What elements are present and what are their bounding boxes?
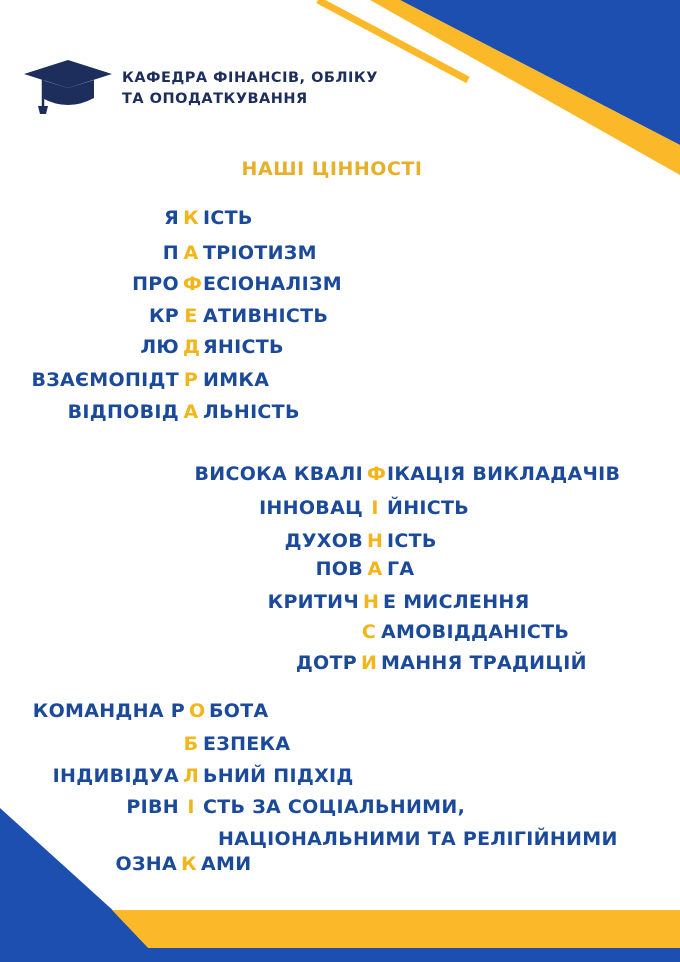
value-key-letter: Д xyxy=(183,336,201,358)
value-prefix: ПОВ xyxy=(315,558,363,580)
value-prefix: ВИСОКА КВАЛІ xyxy=(194,463,363,485)
value-key-letter: И xyxy=(361,652,378,674)
value-row xyxy=(126,794,466,820)
bottom-blue-strip xyxy=(0,948,680,962)
value-prefix: П xyxy=(162,242,179,264)
value-prefix: ДОТР xyxy=(295,652,357,674)
value-row xyxy=(361,619,570,645)
value-prefix: ІННОВАЦ xyxy=(259,497,363,519)
value-key-letter: Ф xyxy=(183,273,203,295)
value-prefix: КОМАНДНА Р xyxy=(32,700,185,722)
value-suffix: ІКАЦІЯ ВИКЛАДАЧІВ xyxy=(387,463,621,485)
value-suffix: ЙНІСТЬ xyxy=(387,497,470,519)
value-row xyxy=(284,528,437,554)
value-key-letter: І xyxy=(187,796,195,818)
value-row xyxy=(295,650,587,676)
value-row xyxy=(194,461,621,487)
graduation-cap-icon xyxy=(22,58,114,120)
header xyxy=(22,58,378,120)
value-prefix: ПРО xyxy=(132,273,179,295)
value-prefix: ЛЮ xyxy=(140,336,179,358)
value-key-letter: Р xyxy=(183,369,199,391)
value-prefix: ВЗАЄМОПІДТ xyxy=(31,369,179,391)
value-suffix: ЕСІОНАЛІЗМ xyxy=(203,273,343,295)
value-suffix: ТРІОТИЗМ xyxy=(203,242,317,264)
value-key-letter: А xyxy=(367,558,383,580)
value-prefix: ВІДПОВІД xyxy=(67,401,179,423)
value-row xyxy=(52,763,354,789)
page-title: НАШІ ЦІННОСТІ xyxy=(241,158,423,180)
value-row xyxy=(115,851,252,877)
value-suffix: АМИ xyxy=(201,853,252,875)
value-key-letter: Л xyxy=(183,765,200,787)
value-suffix: ГА xyxy=(387,558,415,580)
value-suffix: ЯНІСТЬ xyxy=(203,336,284,358)
value-key-letter: С xyxy=(361,621,377,643)
department-line-2: ТА ОПОДАТКУВАННЯ xyxy=(122,91,308,107)
value-prefix: Я xyxy=(164,207,179,229)
department-name xyxy=(122,68,378,110)
value-suffix: ЕЗПЕКА xyxy=(203,733,291,755)
value-key-letter: Ф xyxy=(367,463,387,485)
value-row xyxy=(218,826,618,852)
value-key-letter: К xyxy=(181,853,197,875)
value-row xyxy=(164,205,253,231)
value-suffix: ЛЬНІСТЬ xyxy=(203,401,300,423)
value-key-letter: І xyxy=(371,497,379,519)
value-suffix: ИМКА xyxy=(203,369,270,391)
value-prefix: ДУХОВ xyxy=(284,530,363,552)
value-suffix: АМОВІДДАНІСТЬ xyxy=(381,621,570,643)
value-suffix: ІСТЬ xyxy=(387,530,437,552)
value-row xyxy=(140,334,284,360)
value-suffix: ЬНИЙ ПІДХІД xyxy=(203,765,354,787)
bottom-yellow-band xyxy=(112,910,680,950)
value-suffix: МАННЯ ТРАДИЦІЙ xyxy=(381,652,587,674)
value-row xyxy=(32,698,269,724)
value-row xyxy=(132,271,343,297)
value-key-letter: Е xyxy=(184,305,198,327)
value-row xyxy=(148,303,329,329)
value-row xyxy=(259,495,470,521)
value-suffix: Е МИСЛЕННЯ xyxy=(383,591,530,613)
value-row xyxy=(67,399,300,425)
value-key-letter: О xyxy=(189,700,206,722)
value-prefix: КРИТИЧ xyxy=(267,591,359,613)
value-key-letter: Н xyxy=(363,591,380,613)
value-row xyxy=(183,731,291,757)
value-suffix: ІСТЬ xyxy=(203,207,253,229)
value-row xyxy=(315,556,415,582)
value-key-letter: К xyxy=(183,207,199,229)
value-key-letter: А xyxy=(183,242,199,264)
value-row xyxy=(267,589,530,615)
value-prefix: ОЗНА xyxy=(115,853,177,875)
value-key-letter: Н xyxy=(367,530,384,552)
value-suffix: НАЦІОНАЛЬНИМИ ТА РЕЛІГІЙНИМИ xyxy=(218,828,618,850)
value-prefix: РІВН xyxy=(126,796,179,818)
value-key-letter: Б xyxy=(183,733,199,755)
value-suffix: АТИВНІСТЬ xyxy=(203,305,329,327)
value-prefix: ІНДИВІДУА xyxy=(52,765,179,787)
value-suffix: СТЬ ЗА СОЦІАЛЬНИМИ, xyxy=(203,796,466,818)
department-line-1: КАФЕДРА ФІНАНСІВ, ОБЛІКУ xyxy=(122,70,378,86)
value-row xyxy=(31,367,270,393)
value-prefix: КР xyxy=(148,305,179,327)
value-suffix: БОТА xyxy=(209,700,269,722)
value-key-letter: А xyxy=(183,401,199,423)
value-row xyxy=(162,240,317,266)
